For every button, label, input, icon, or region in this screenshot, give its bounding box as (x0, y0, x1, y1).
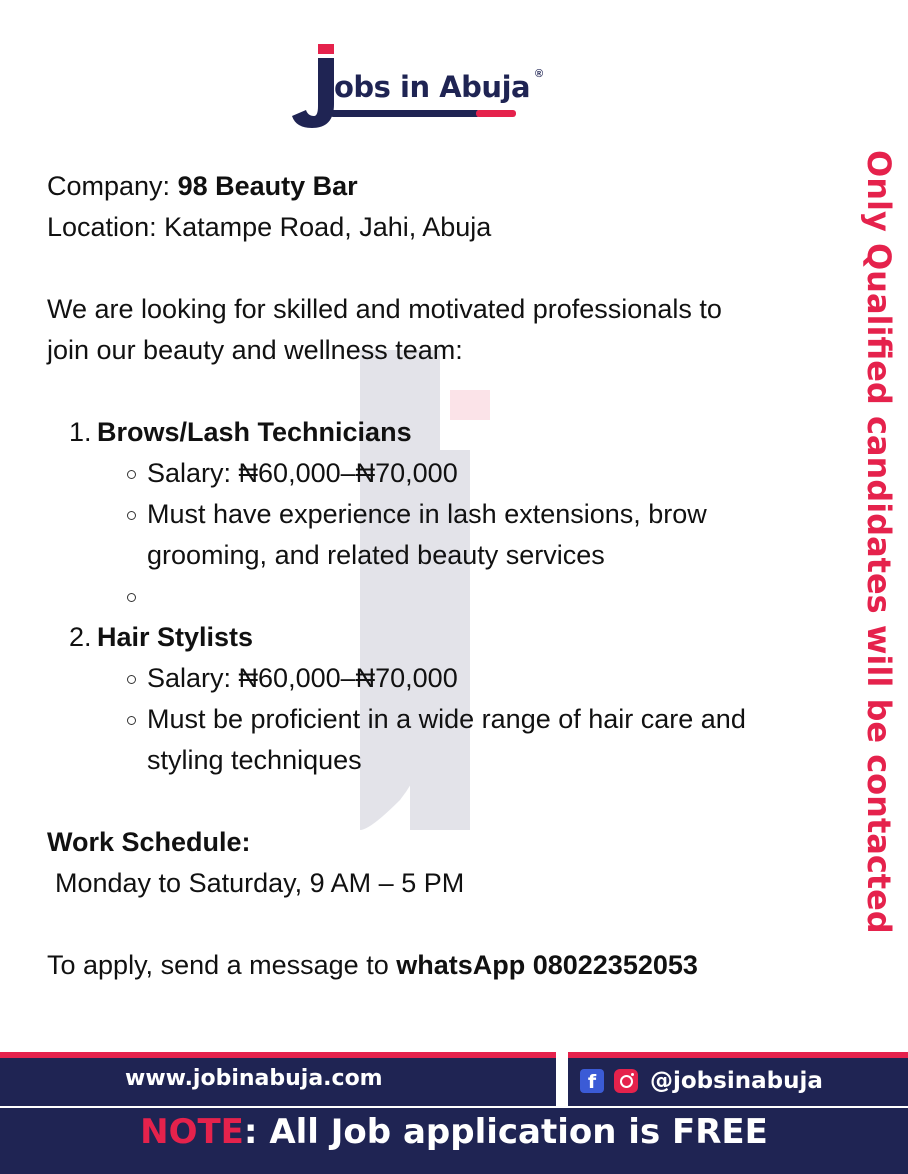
facebook-icon[interactable]: f (580, 1069, 604, 1093)
location-label: Location: (47, 212, 165, 242)
note-text: : All Job application is FREE (243, 1112, 768, 1152)
position-detail (47, 494, 837, 576)
job-post-body (47, 166, 837, 986)
position-number: 2. (69, 622, 92, 652)
position-item (47, 617, 837, 658)
side-note-text: Only Qualified candidates will be contacted (860, 150, 898, 934)
location-line (47, 207, 837, 248)
company-label: Company: (47, 171, 178, 201)
note-label: NOTE (140, 1112, 244, 1152)
bullet-icon (127, 593, 136, 602)
requirement-text: Must be proficient in a wide range of hair care and styling techniques (147, 704, 746, 775)
company-line (47, 166, 837, 207)
bullet-icon (127, 716, 136, 725)
bullet-icon (127, 470, 136, 479)
intro-line-1: We are looking for skilled and motivated professionals to (47, 294, 722, 324)
social-handle[interactable] (580, 1064, 823, 1098)
position-title: Brows/Lash Technicians (97, 417, 412, 447)
footer-divider (556, 1052, 568, 1108)
salary-text: Salary: ₦60,000–₦70,000 (147, 663, 458, 693)
position-detail (47, 699, 837, 781)
social-handle-text: @jobsinabuja (650, 1068, 823, 1094)
salary-text: Salary: ₦60,000–₦70,000 (147, 458, 458, 488)
logo-text: obs in Abuja (334, 70, 531, 104)
position-item (47, 412, 837, 453)
free-application-note (0, 1112, 908, 1152)
bullet-icon (127, 675, 136, 684)
position-number: 1. (69, 417, 92, 447)
whatsapp-contact: whatsApp 08022352053 (396, 950, 698, 980)
logo-underline-accent (476, 110, 516, 117)
company-name: 98 Beauty Bar (177, 171, 358, 201)
position-detail (47, 453, 837, 494)
position-detail (47, 658, 837, 699)
schedule-heading: Work Schedule: (47, 827, 251, 857)
qualified-candidates-note (856, 150, 900, 934)
brand-logo (292, 44, 552, 134)
j-logo-icon (292, 44, 336, 130)
position-title: Hair Stylists (97, 622, 254, 652)
instagram-icon[interactable] (614, 1069, 638, 1093)
apply-line (47, 945, 837, 986)
apply-text: To apply, send a message to (47, 950, 397, 980)
intro-line-2: join our beauty and wellness team: (47, 335, 463, 365)
requirement-text: Must have experience in lash extensions, brow grooming, and related beauty services (147, 499, 707, 570)
location-value: Katampe Road, Jahi, Abuja (164, 212, 492, 242)
registered-mark: ® (535, 68, 544, 80)
logo-underline (330, 110, 480, 117)
position-detail (47, 576, 837, 617)
schedule-value: Monday to Saturday, 9 AM – 5 PM (55, 868, 465, 898)
bullet-icon (127, 511, 136, 520)
website-link[interactable]: www.jobinabuja.com (125, 1066, 383, 1091)
